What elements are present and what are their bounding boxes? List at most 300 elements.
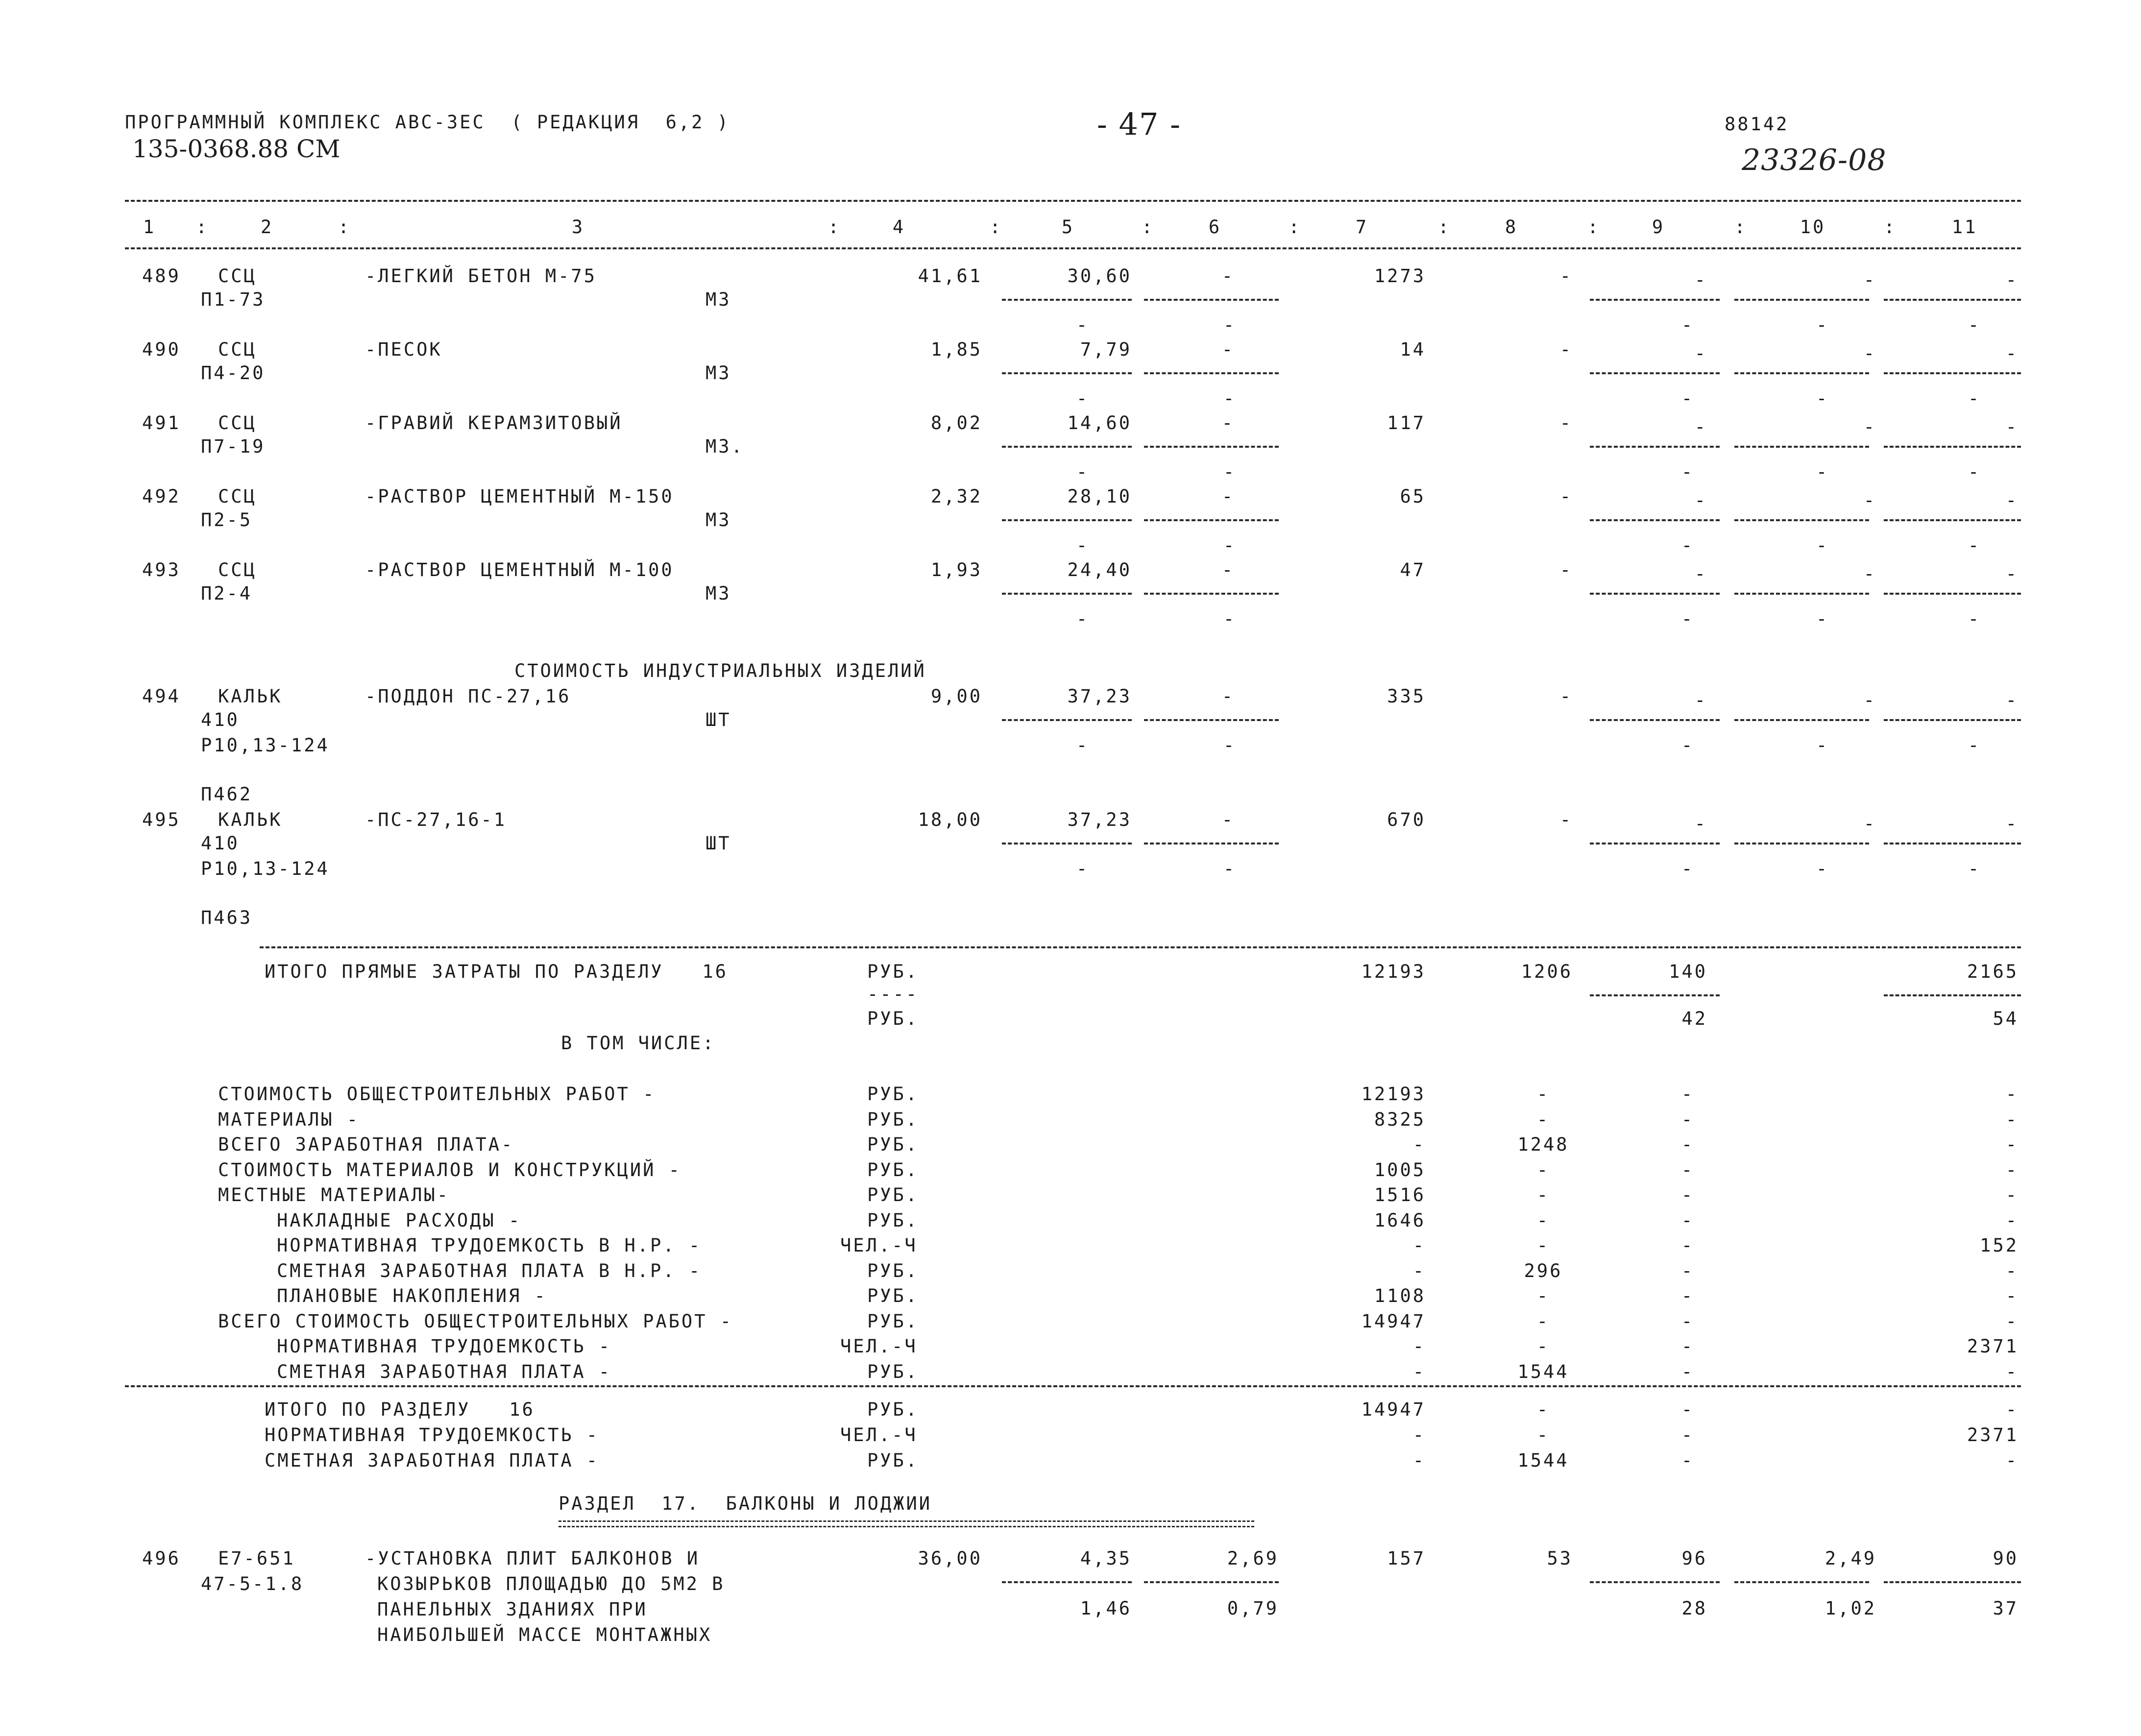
breakdown-col11: -	[2005, 1109, 2019, 1130]
item-unit: М3	[706, 362, 731, 384]
column-header: 1	[143, 217, 156, 238]
item-number: 495	[142, 809, 181, 830]
item-wage-total: -	[1559, 339, 1573, 360]
section-total-col9: -	[1681, 1399, 1695, 1420]
separator	[1734, 519, 1869, 521]
item-total-cost: 65	[1400, 486, 1426, 507]
item-col11-sub: -	[1968, 535, 1981, 556]
item-unit: ШТ	[706, 833, 731, 854]
separator	[1002, 593, 1132, 595]
item-wage-total: -	[1559, 265, 1573, 287]
item-col9: -	[1694, 813, 1707, 834]
separator	[1734, 299, 1869, 301]
item-wage-total: -	[1559, 486, 1573, 507]
breakdown-col7: 14947	[1361, 1310, 1426, 1332]
separator	[1734, 843, 1869, 844]
document-code: 135-0368.88 СМ	[132, 135, 341, 163]
breakdown-col9: -	[1681, 1361, 1695, 1382]
item-col10: -	[1863, 490, 1876, 511]
item-name-line: НАИБОЛЬШЕЙ МАССЕ МОНТАЖНЫХ	[377, 1624, 712, 1645]
breakdown-label: ВСЕГО СТОИМОСТЬ ОБЩЕСТРОИТЕЛЬНЫХ РАБОТ -	[218, 1310, 733, 1332]
section-total-col11: -	[2005, 1399, 2019, 1420]
separator	[1884, 372, 2021, 374]
item-col9: -	[1694, 690, 1707, 711]
separator	[1884, 593, 2021, 595]
program-title: ПРОГРАММНЫЙ КОМПЛЕКС АВС-3ЕС ( РЕДАКЦИЯ 6,2 )	[125, 112, 730, 133]
item-code: П2-4	[201, 583, 253, 604]
breakdown-unit: РУБ.	[867, 1260, 919, 1281]
item-unit: М3.	[706, 436, 744, 457]
item-col11-sub: -	[1968, 858, 1981, 879]
breakdown-unit: РУБ.	[867, 1209, 919, 1231]
separator	[1884, 299, 2021, 301]
item-col10: -	[1863, 269, 1876, 290]
item-number: 496	[142, 1548, 181, 1569]
section-17-title: РАЗДЕЛ 17. БАЛКОНЫ И ЛОДЖИИ	[559, 1493, 932, 1514]
item-unit-wage-sub: -	[1223, 461, 1237, 482]
section-total-unit: РУБ.	[867, 1399, 919, 1420]
breakdown-label: НОРМАТИВНАЯ ТРУДОЕМКОСТЬ -	[277, 1336, 612, 1357]
handwritten-code: 23326-08	[1742, 143, 1887, 177]
separator	[1144, 372, 1279, 374]
item-col11: 90	[1993, 1548, 2019, 1569]
item-unit-wage: -	[1221, 809, 1235, 830]
item-col9: -	[1694, 269, 1707, 290]
item-number: 489	[142, 265, 181, 287]
item-col10-sub: -	[1816, 314, 1829, 336]
item-col10-sub: -	[1816, 858, 1829, 879]
item-col11: -	[2005, 563, 2019, 584]
item-number: 490	[142, 339, 181, 360]
item-unit-price: 37,23	[1067, 809, 1132, 830]
separator	[1590, 1581, 1720, 1583]
item-quantity: 18,00	[918, 809, 982, 830]
column-separator: :	[828, 217, 841, 238]
breakdown-col8: -	[1536, 1159, 1550, 1181]
item-quantity: 36,00	[918, 1548, 982, 1569]
item-wage-total: -	[1559, 686, 1573, 707]
breakdown-unit: ЧЕЛ.-Ч	[840, 1336, 918, 1357]
column-header: 5	[1061, 217, 1075, 238]
column-separator: :	[1734, 217, 1748, 238]
item-code: П2-5	[201, 509, 253, 530]
item-col9-sub: -	[1681, 735, 1695, 756]
breakdown-label: ПЛАНОВЫЕ НАКОПЛЕНИЯ -	[277, 1285, 547, 1306]
item-col10: -	[1863, 813, 1876, 834]
section-total-col11: -	[2005, 1450, 2019, 1471]
column-separator: :	[1438, 217, 1451, 238]
breakdown-col7: 1646	[1374, 1209, 1426, 1231]
separator	[1144, 719, 1279, 721]
item-unit-price-sub: -	[1076, 735, 1090, 756]
breakdown-col8: -	[1536, 1336, 1550, 1357]
breakdown-col9: -	[1681, 1310, 1695, 1332]
direct-costs-unit: РУБ.	[867, 961, 919, 982]
item-unit: М3	[706, 583, 731, 604]
industrial-heading: СТОИМОСТЬ ИНДУСТРИАЛЬНЫХ ИЗДЕЛИЙ	[514, 660, 926, 681]
direct-costs-col11: 2165	[1967, 961, 2019, 982]
item-unit-price: 30,60	[1067, 265, 1132, 287]
breakdown-col11: -	[2005, 1184, 2019, 1206]
item-unit-price: 37,23	[1067, 686, 1132, 707]
item-name: -ГРАВИЙ КЕРАМЗИТОВЫЙ	[365, 412, 623, 434]
item-position-code: П462	[201, 784, 253, 805]
item-name: -ПС-27,16-1	[365, 809, 507, 830]
breakdown-col8: -	[1536, 1084, 1550, 1105]
item-col11: -	[2005, 813, 2019, 834]
item-unit-wage: -	[1221, 339, 1235, 360]
separator	[1734, 446, 1869, 448]
breakdown-col11: -	[2005, 1260, 2019, 1281]
breakdown-col7: -	[1412, 1134, 1426, 1155]
separator	[1144, 843, 1279, 844]
item-unit-wage-sub: -	[1223, 735, 1237, 756]
column-header: 3	[571, 217, 585, 238]
item-total-cost: 157	[1387, 1548, 1426, 1569]
item-col9: -	[1694, 343, 1707, 364]
item-col11: -	[2005, 343, 2019, 364]
column-header: 2	[260, 217, 274, 238]
section-total-unit: ЧЕЛ.-Ч	[840, 1424, 918, 1446]
item-unit-price-sub: -	[1076, 858, 1090, 879]
item-col11-sub: -	[1968, 608, 1981, 629]
separator	[1884, 994, 2021, 996]
item-col11: -	[2005, 269, 2019, 290]
separator	[1734, 1581, 1869, 1583]
section-total-col9: -	[1681, 1450, 1695, 1471]
breakdown-col9: -	[1681, 1285, 1695, 1306]
breakdown-label: СМЕТНАЯ ЗАРАБОТНАЯ ПЛАТА -	[277, 1361, 612, 1382]
item-wage-total: -	[1559, 412, 1573, 434]
item-col10-sub: -	[1816, 461, 1829, 482]
breakdown-col7: 1516	[1374, 1184, 1426, 1206]
item-col10-sub: -	[1816, 535, 1829, 556]
totals-rule	[260, 946, 2021, 948]
item-col10: -	[1863, 690, 1876, 711]
item-col9-sub: 28	[1681, 1598, 1707, 1619]
item-unit-wage: -	[1221, 412, 1235, 434]
breakdown-label: МЕСТНЫЕ МАТЕРИАЛЫ-	[218, 1184, 450, 1206]
column-header: 9	[1652, 217, 1665, 238]
section-total-col8: 1544	[1517, 1450, 1569, 1471]
separator	[1734, 372, 1869, 374]
item-name: -РАСТВОР ЦЕМЕНТНЫЙ М-150	[365, 486, 674, 507]
item-unit-wage: 2,69	[1227, 1548, 1279, 1569]
item-code: П4-20	[201, 362, 266, 384]
separator	[1884, 719, 2021, 721]
breakdown-col8: 1248	[1517, 1134, 1569, 1155]
item-total-cost: 335	[1387, 686, 1426, 707]
separator	[1002, 372, 1132, 374]
separator	[1590, 719, 1720, 721]
breakdown-unit: РУБ.	[867, 1159, 919, 1181]
column-separator: :	[1587, 217, 1601, 238]
column-separator: :	[1142, 217, 1155, 238]
section-total-label: ИТОГО ПО РАЗДЕЛУ 16	[265, 1399, 535, 1420]
column-header: 8	[1505, 217, 1518, 238]
item-quantity: 1,93	[930, 559, 982, 580]
item-unit-price: 24,40	[1067, 559, 1132, 580]
item-name: -ПЕСОК	[365, 339, 442, 360]
breakdown-label: ВСЕГО ЗАРАБОТНАЯ ПЛАТА-	[218, 1134, 514, 1155]
column-separator: :	[1289, 217, 1302, 238]
item-unit-wage-sub: -	[1223, 535, 1237, 556]
item-col9-sub: -	[1681, 461, 1695, 482]
separator	[1002, 299, 1132, 301]
breakdown-label: СТОИМОСТЬ МАТЕРИАЛОВ И КОНСТРУКЦИЙ -	[218, 1159, 681, 1181]
breakdown-col9: -	[1681, 1235, 1695, 1256]
item-quantity: 2,32	[930, 486, 982, 507]
breakdown-col8: 296	[1524, 1260, 1563, 1281]
header-rule	[125, 247, 2021, 249]
item-unit-wage: -	[1221, 686, 1235, 707]
item-price-ref: Р10,13-124	[201, 735, 330, 756]
item-col9: -	[1694, 563, 1707, 584]
item-unit-price: 4,35	[1080, 1548, 1132, 1569]
breakdown-label: МАТЕРИАЛЫ -	[218, 1109, 360, 1130]
item-source: ССЦ	[218, 412, 257, 434]
item-col9-sub: -	[1681, 388, 1695, 409]
column-header: 7	[1355, 217, 1369, 238]
item-code: П1-73	[201, 289, 266, 310]
item-total-cost: 14	[1400, 339, 1426, 360]
item-wage-total: -	[1559, 809, 1573, 830]
item-unit-wage: -	[1221, 559, 1235, 580]
separator	[1590, 994, 1720, 996]
item-col9-sub: -	[1681, 608, 1695, 629]
column-header: 4	[892, 217, 906, 238]
separator	[1590, 519, 1720, 521]
separator	[1734, 719, 1869, 721]
direct-costs-col9: 140	[1669, 961, 1707, 982]
separator	[1590, 843, 1720, 844]
direct-costs-label: ИТОГО ПРЯМЫЕ ЗАТРАТЫ ПО РАЗДЕЛУ 16	[265, 961, 728, 982]
breakdown-col11: -	[2005, 1209, 2019, 1231]
item-total-cost: 117	[1387, 412, 1426, 434]
breakdown-col8: -	[1536, 1310, 1550, 1332]
item-quantity: 8,02	[930, 412, 982, 434]
separator	[1884, 1581, 2021, 1583]
section-total-col11: 2371	[1967, 1424, 2019, 1446]
separator	[1002, 1581, 1132, 1583]
separator	[1002, 446, 1132, 448]
item-col10: -	[1863, 343, 1876, 364]
item-number: 494	[142, 686, 181, 707]
breakdown-col7: -	[1412, 1336, 1426, 1357]
item-unit-wage-sub: -	[1223, 608, 1237, 629]
separator	[1590, 299, 1720, 301]
section-total-label: НОРМАТИВНАЯ ТРУДОЕМКОСТЬ -	[265, 1424, 600, 1446]
item-col11-sub: -	[1968, 388, 1981, 409]
separator	[1590, 593, 1720, 595]
item-col10-sub: -	[1816, 388, 1829, 409]
item-col9-sub: -	[1681, 314, 1695, 336]
item-quantity: 9,00	[930, 686, 982, 707]
breakdown-col7: -	[1412, 1361, 1426, 1382]
breakdown-col7: 1108	[1374, 1285, 1426, 1306]
breakdown-unit: РУБ.	[867, 1084, 919, 1105]
breakdown-col9: -	[1681, 1209, 1695, 1231]
item-name-line: КОЗЫРЬКОВ ПЛОЩАДЬЮ ДО 5М2 В	[377, 1573, 725, 1594]
section-total-unit: РУБ.	[867, 1450, 919, 1471]
section-total-rule	[125, 1385, 2021, 1387]
unit-separator: ----	[867, 984, 919, 1005]
breakdown-col8: -	[1536, 1184, 1550, 1206]
column-header: 10	[1800, 217, 1826, 238]
item-name-line: -УСТАНОВКА ПЛИТ БАЛКОНОВ И	[365, 1548, 700, 1569]
item-unit-price: 7,79	[1080, 339, 1132, 360]
item-col10-sub: -	[1816, 608, 1829, 629]
item-unit-wage: -	[1221, 486, 1235, 507]
separator	[1734, 593, 1869, 595]
separator	[1144, 1581, 1279, 1583]
separator	[1002, 519, 1132, 521]
breakdown-label: НАКЛАДНЫЕ РАСХОДЫ -	[277, 1209, 522, 1231]
section-total-label: СМЕТНАЯ ЗАРАБОТНАЯ ПЛАТА -	[265, 1450, 600, 1471]
section-total-col7: -	[1412, 1424, 1426, 1446]
item-position-code: П463	[201, 907, 253, 928]
breakdown-col8: 1544	[1517, 1361, 1569, 1382]
separator	[1590, 372, 1720, 374]
item-name-line: ПАНЕЛЬНЫХ ЗДАНИЯХ ПРИ	[377, 1599, 648, 1620]
item-number: 492	[142, 486, 181, 507]
breakdown-label: СМЕТНАЯ ЗАРАБОТНАЯ ПЛАТА В Н.Р. -	[277, 1260, 702, 1281]
breakdown-col7: 8325	[1374, 1109, 1426, 1130]
item-name: -ПОДДОН ПС-27,16	[365, 686, 571, 707]
item-name: -РАСТВОР ЦЕМЕНТНЫЙ М-100	[365, 559, 674, 580]
column-separator: :	[990, 217, 1003, 238]
item-col10: -	[1863, 416, 1876, 437]
item-unit-price: 14,60	[1067, 412, 1132, 434]
section-total-col8: -	[1536, 1399, 1550, 1420]
item-col11-sub: -	[1968, 735, 1981, 756]
breakdown-col9: -	[1681, 1336, 1695, 1357]
item-wage-total: -	[1559, 559, 1573, 580]
item-unit-price-sub: -	[1076, 461, 1090, 482]
item-col10-sub: 1,02	[1825, 1598, 1876, 1619]
breakdown-col8: -	[1536, 1209, 1550, 1231]
section-total-col7: -	[1412, 1450, 1426, 1471]
column-header: 6	[1208, 217, 1222, 238]
item-quantity: 1,85	[930, 339, 982, 360]
item-unit-wage-sub: -	[1223, 858, 1237, 879]
breakdown-col11: -	[2005, 1159, 2019, 1181]
item-code: 47-5-1.8	[201, 1573, 304, 1594]
breakdown-label: СТОИМОСТЬ ОБЩЕСТРОИТЕЛЬНЫХ РАБОТ -	[218, 1084, 656, 1105]
item-source: Е7-651	[218, 1548, 295, 1569]
breakdown-col11: -	[2005, 1134, 2019, 1155]
item-col10: 2,49	[1825, 1548, 1876, 1569]
item-unit-price-sub: -	[1076, 388, 1090, 409]
item-col9: -	[1694, 416, 1707, 437]
separator	[1884, 446, 2021, 448]
direct-costs-col11-sub: 54	[1993, 1008, 2019, 1029]
item-unit-wage-sub: 0,79	[1227, 1598, 1279, 1619]
item-col9: 96	[1681, 1548, 1707, 1569]
item-source: ССЦ	[218, 559, 257, 580]
separator	[1002, 719, 1132, 721]
breakdown-col7: -	[1412, 1235, 1426, 1256]
breakdown-unit: РУБ.	[867, 1184, 919, 1206]
breakdown-col9: -	[1681, 1109, 1695, 1130]
separator	[1144, 519, 1279, 521]
item-unit-price-sub: -	[1076, 608, 1090, 629]
item-price-ref: Р10,13-124	[201, 858, 330, 879]
item-col10-sub: -	[1816, 735, 1829, 756]
breakdown-col9: -	[1681, 1260, 1695, 1281]
item-col11-sub: 37	[1993, 1598, 2019, 1619]
column-separator: :	[1884, 217, 1897, 238]
column-separator: :	[338, 217, 351, 238]
item-unit-price-sub: -	[1076, 535, 1090, 556]
breakdown-col9: -	[1681, 1084, 1695, 1105]
item-code: П7-19	[201, 436, 266, 457]
item-col9-sub: -	[1681, 858, 1695, 879]
separator	[1144, 446, 1279, 448]
breakdown-col9: -	[1681, 1159, 1695, 1181]
breakdown-col7: 12193	[1361, 1084, 1426, 1105]
breakdown-unit: РУБ.	[867, 1285, 919, 1306]
section-total-col7: 14947	[1361, 1399, 1426, 1420]
separator	[1884, 843, 2021, 844]
breakdown-unit: РУБ.	[867, 1310, 919, 1332]
item-total-cost: 1273	[1374, 265, 1426, 287]
page-number: - 47 -	[1096, 106, 1182, 142]
item-col10: -	[1863, 563, 1876, 584]
breakdown-col8: -	[1536, 1285, 1550, 1306]
item-code: 410	[201, 833, 240, 854]
section-total-col9: -	[1681, 1424, 1695, 1446]
item-col11-sub: -	[1968, 314, 1981, 336]
item-unit-price-sub: 1,46	[1080, 1598, 1132, 1619]
item-source: ССЦ	[218, 486, 257, 507]
item-source: КАЛЬК	[218, 686, 283, 707]
item-unit-wage-sub: -	[1223, 314, 1237, 336]
double-underline	[559, 1520, 1254, 1527]
breakdown-unit: РУБ.	[867, 1134, 919, 1155]
item-unit: М3	[706, 289, 731, 310]
item-unit-wage-sub: -	[1223, 388, 1237, 409]
column-header: 11	[1951, 217, 1978, 238]
separator	[1144, 593, 1279, 595]
item-unit-wage: -	[1221, 265, 1235, 287]
item-col11-sub: -	[1968, 461, 1981, 482]
breakdown-label: НОРМАТИВНАЯ ТРУДОЕМКОСТЬ В Н.Р. -	[277, 1235, 702, 1256]
item-col9-sub: -	[1681, 535, 1695, 556]
breakdown-unit: ЧЕЛ.-Ч	[840, 1235, 918, 1256]
item-source: ССЦ	[218, 265, 257, 287]
item-quantity: 41,61	[918, 265, 982, 287]
separator	[1002, 843, 1132, 844]
direct-costs-col9-sub: 42	[1681, 1008, 1707, 1029]
document-number: 88142	[1725, 114, 1789, 135]
breakdown-col11: -	[2005, 1310, 2019, 1332]
item-wage-total: 53	[1547, 1548, 1573, 1569]
separator	[1884, 519, 2021, 521]
direct-costs-unit-2: РУБ.	[867, 1008, 919, 1029]
item-source: КАЛЬК	[218, 809, 283, 830]
breakdown-col7: -	[1412, 1260, 1426, 1281]
breakdown-col8: -	[1536, 1235, 1550, 1256]
item-number: 493	[142, 559, 181, 580]
item-col11: -	[2005, 416, 2019, 437]
separator	[1590, 446, 1720, 448]
breakdown-col8: -	[1536, 1109, 1550, 1130]
item-unit-price-sub: -	[1076, 314, 1090, 336]
direct-costs-wage: 1206	[1521, 961, 1573, 982]
top-rule	[125, 200, 2021, 202]
item-name: -ЛЕГКИЙ БЕТОН М-75	[365, 265, 597, 287]
